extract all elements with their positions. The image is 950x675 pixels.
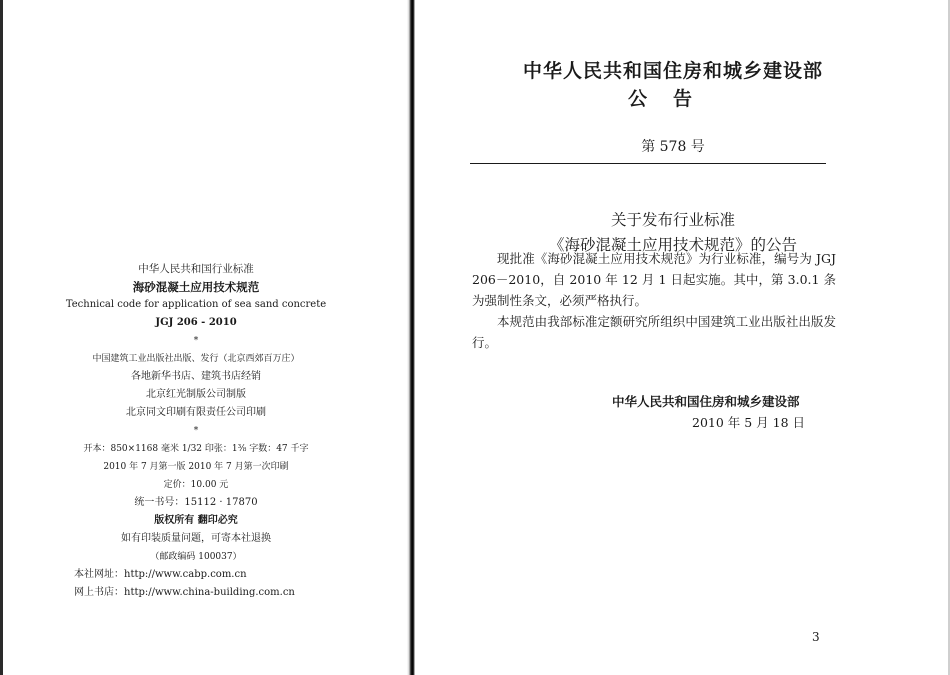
heading-line-1: 关于发布行业标准	[610, 211, 735, 229]
book-title-english: Technical code for application of sea sand concrete	[65, 299, 327, 310]
copyright-notice: 版权所有 翻印必究	[154, 515, 238, 526]
standard-code: JGJ 206 - 2010	[155, 317, 237, 328]
format-specs: 开本：850×1168 毫米 1/32 印张：1⅜ 字数：47 千字	[83, 444, 309, 454]
signature-date: 2010 年 5 月 18 日	[692, 415, 806, 430]
distributor-line: 各地新华书店、建筑书店经销	[131, 371, 261, 382]
online-store-link: 网上书店：http://www.china-building.com.cn	[74, 587, 295, 598]
typesetter-line: 北京红光制版公司制版	[146, 389, 246, 400]
horizontal-rule	[470, 163, 826, 164]
publisher-website: 本社网址：http://www.cabp.com.cn	[74, 569, 247, 580]
notice-label: 公告	[627, 88, 718, 110]
book-title-chinese: 海砂混凝土应用技术规范	[132, 280, 260, 294]
colophon-block	[40, 260, 352, 602]
announcement-page	[416, 0, 950, 675]
ministry-title: 中华人民共和国住房和城乡建设部	[522, 60, 823, 82]
printer-line: 北京同文印刷有限责任公司印刷	[126, 407, 266, 418]
copyright-page	[0, 0, 408, 675]
separator-star: *	[193, 426, 199, 436]
edition-info: 2010 年 7 月第一版 2010 年 7 月第一次印刷	[103, 462, 289, 472]
body-paragraph-2: 本规范由我部标准定额研究所组织中国建筑工业出版社出版发行。	[472, 314, 836, 350]
announcement-number: 第 578 号	[641, 139, 705, 155]
standard-series: 中华人民共和国行业标准	[138, 263, 254, 275]
separator-star: *	[193, 336, 199, 346]
book-number: 统一书号：15112 · 17870	[134, 497, 258, 508]
signature-organization: 中华人民共和国住房和城乡建设部	[612, 394, 800, 409]
return-policy: 如有印装质量问题，可寄本社退换	[121, 533, 271, 544]
body-paragraph-1: 现批准《海砂混凝土应用技术规范》为行业标准，编号为 JGJ 206－2010，自 2010 年 12 月 1 日起实施。其中，第 3.0.1 条为强制性条文，必须严格执行。	[472, 251, 836, 308]
price: 定价：10.00 元	[163, 480, 229, 490]
book-spine	[407, 0, 415, 675]
publisher-line: 中国建筑工业出版社出版、发行（北京西郊百万庄）	[92, 354, 300, 364]
postcode: （邮政编码 100037）	[150, 552, 242, 562]
announcement-body	[472, 248, 836, 353]
page-number: 3	[812, 630, 820, 644]
heading-line-2: 《海砂混凝土应用技术规范》的公告	[548, 236, 797, 254]
